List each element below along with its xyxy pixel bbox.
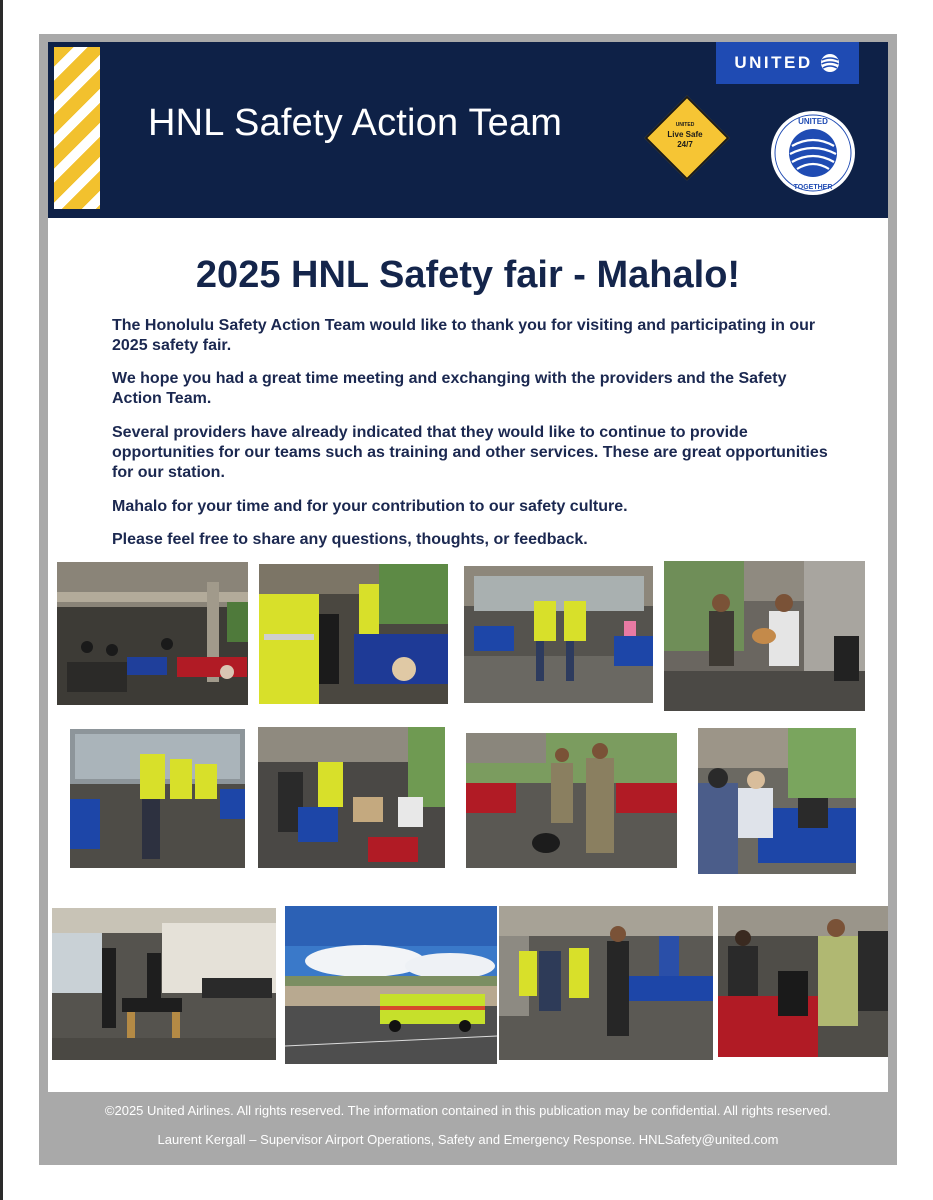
- united-logo-text: UNITED: [734, 53, 813, 72]
- photo-visitors-booth: [258, 727, 445, 868]
- photo-fire-truck: [285, 906, 497, 1064]
- united-together-badge-icon: [770, 110, 856, 196]
- live-safe-hours: 24/7: [677, 140, 693, 149]
- united-logo: [716, 42, 859, 84]
- photo-blue-table-crowd: [499, 906, 713, 1060]
- svg-text:UNITED: UNITED: [798, 117, 828, 126]
- photo-glass-doors: [70, 729, 245, 868]
- photo-musicians: [664, 561, 865, 711]
- photo-blue-booth: [698, 728, 856, 874]
- photo-fair-hall: [57, 562, 248, 705]
- photo-k9-officers: [466, 733, 677, 868]
- photo-blue-tables: [464, 566, 653, 703]
- paragraph-mahalo: Mahalo for your time and for your contribution to our safety culture.: [112, 498, 628, 515]
- photo-massage-tables: [52, 908, 276, 1060]
- paragraph-hope: We hope you had a great time meeting and exchanging with the providers and the Safety Action Team.: [112, 370, 787, 407]
- live-safe-label: [646, 120, 724, 150]
- photo-vests-booth: [259, 564, 448, 704]
- header-banner: [48, 42, 888, 218]
- live-safe-brand: UNITED: [675, 122, 695, 128]
- paragraph-providers: Several providers have already indicated that they would like to continue to provide opportunities for our teams such as training and other services. These are great opportunities for our station.: [112, 424, 828, 481]
- globe-icon: [819, 53, 841, 73]
- svg-text:TOGETHER: TOGETHER: [793, 184, 833, 191]
- caution-stripes: [54, 47, 100, 209]
- paragraph-feedback: Please feel free to share any questions, thoughts, or feedback.: [112, 531, 588, 548]
- footer-copyright: ©2025 United Airlines. All rights reserved. The information contained in this publication may be confidential. All rights reserved.: [104, 1103, 832, 1118]
- page-edge: [0, 0, 3, 1200]
- photo-red-table-crowd: [718, 906, 888, 1057]
- header-title: HNL Safety Action Team: [148, 102, 563, 144]
- live-safe-text: Live Safe: [667, 130, 703, 139]
- footer-contact: Laurent Kergall – Supervisor Airport Operations, Safety and Emergency Response. HNLSafety@united.com: [157, 1132, 779, 1147]
- page-title: 2025 HNL Safety fair - Mahalo!: [195, 254, 741, 296]
- paragraph-thanks: The Honolulu Safety Action Team would like to thank you for visiting and participating in our 2025 safety fair.: [112, 317, 816, 354]
